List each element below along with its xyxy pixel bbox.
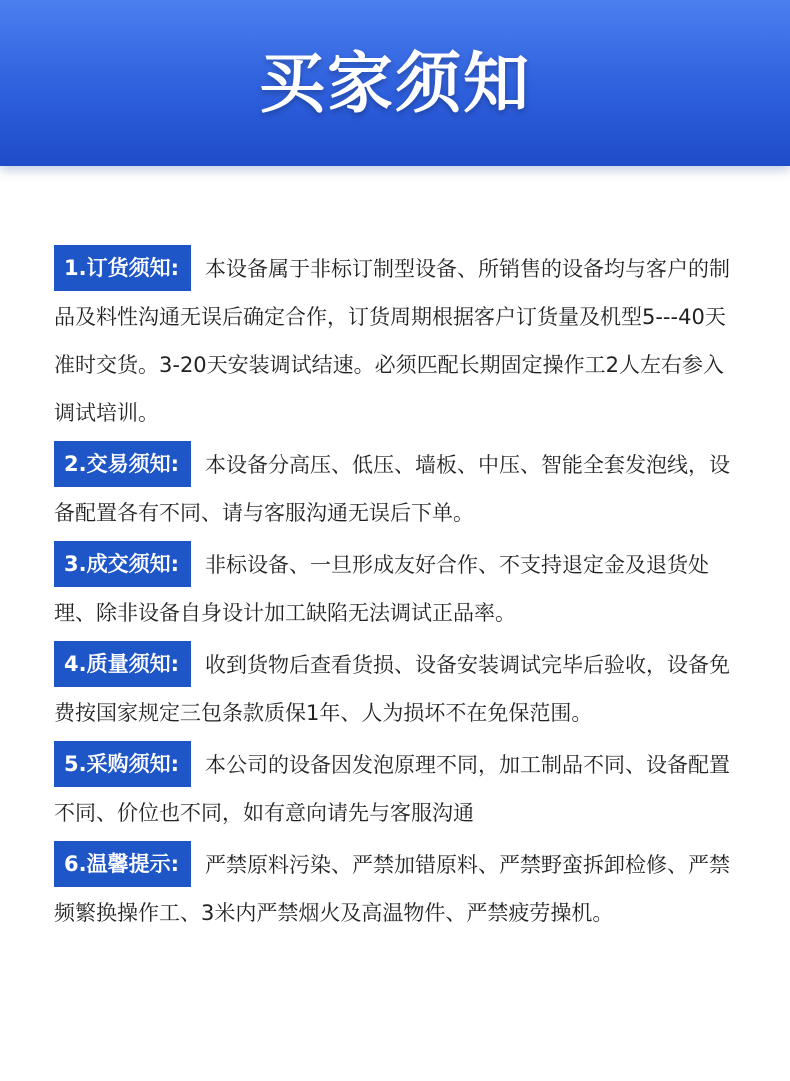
notice-deal: [54, 541, 744, 637]
notice-ordering: [54, 245, 744, 437]
notice-label-deal: 3.成交须知:: [54, 541, 191, 587]
notice-label-purchase: 5.采购须知:: [54, 741, 191, 787]
notice-text-purchase: 本公司的设备因发泡原理不同，加工制品不同、设备配置不同、价位也不同，如有意向请先与客服沟通: [54, 753, 730, 825]
header-banner: [0, 0, 790, 166]
notice-text-quality: 收到货物后查看货损、设备安装调试完毕后验收，设备免费按国家规定三包条款质保1年、人为损坏不在免保范围。: [54, 653, 730, 725]
notice-purchase: [54, 741, 744, 837]
notice-list: [54, 245, 744, 937]
page-title: 买家须知: [259, 45, 531, 122]
notice-text-tips: 严禁原料污染、严禁加错原料、严禁野蛮拆卸检修、严禁频繁换操作工、3米内严禁烟火及高温物件、严禁疲劳操机。: [54, 853, 730, 925]
notice-tips: [54, 841, 744, 937]
notice-trading: [54, 441, 744, 537]
notice-label-ordering: 1.订货须知:: [54, 245, 191, 291]
notice-label-tips: 6.温馨提示:: [54, 841, 191, 887]
notice-label-quality: 4.质量须知:: [54, 641, 191, 687]
notice-quality: [54, 641, 744, 737]
notice-text-deal: 非标设备、一旦形成友好合作、不支持退定金及退货处理、除非设备自身设计加工缺陷无法调试正品率。: [54, 553, 709, 625]
notice-text-ordering: 本设备属于非标订制型设备、所销售的设备均与客户的制品及料性沟通无误后确定合作，订货周期根据客户订货量及机型5---40天准时交货。3-20天安装调试结速。必须匹配长期固定操作工2人左右参入调试培训。: [54, 257, 730, 425]
notice-text-trading: 本设备分高压、低压、墙板、中压、智能全套发泡线，设备配置各有不同、请与客服沟通无误后下单。: [54, 453, 730, 525]
notice-label-trading: 2.交易须知:: [54, 441, 191, 487]
